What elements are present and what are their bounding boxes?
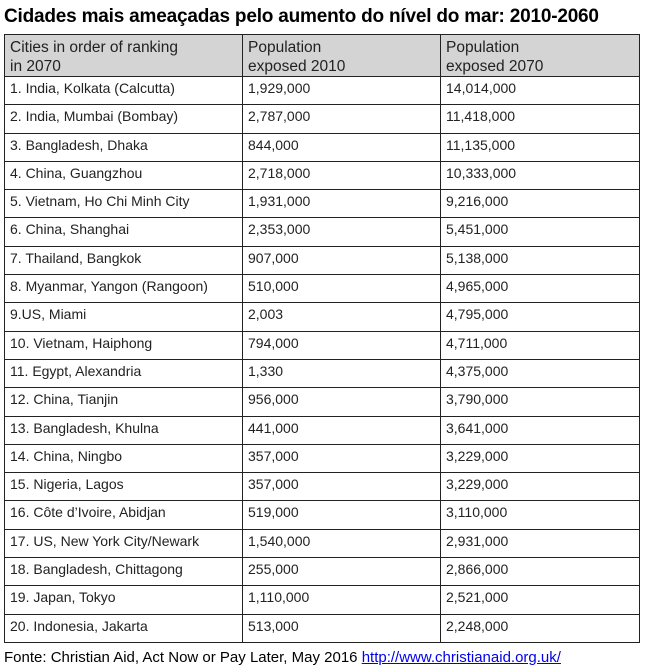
cell-population-2070: 5,138,000 [441,246,640,274]
cell-population-2010: 907,000 [243,246,441,274]
cell-city: 17. US, New York City/Newark [5,529,243,557]
header-line: Population [446,39,520,56]
cell-population-2070: 3,229,000 [441,473,640,501]
cell-population-2070: 3,229,000 [441,444,640,472]
cell-population-2070: 14,014,000 [441,77,640,105]
cell-population-2010: 956,000 [243,388,441,416]
cell-city: 1. India, Kolkata (Calcutta) [5,77,243,105]
cell-city: 18. Bangladesh, Chittagong [5,558,243,586]
cell-population-2070: 4,375,000 [441,359,640,387]
cell-city: 16. Côte d’Ivoire, Abidjan [5,501,243,529]
source-note [4,649,561,666]
header-line: exposed 2010 [248,58,346,75]
cell-city: 3. Bangladesh, Dhaka [5,133,243,161]
cell-city: 12. China, Tianjin [5,388,243,416]
cell-population-2010: 2,003 [243,303,441,331]
table-row [5,529,640,557]
table-row [5,218,640,246]
cell-city: 9.US, Miami [5,303,243,331]
cell-city: 11. Egypt, Alexandria [5,359,243,387]
cell-city: 14. China, Ningbo [5,444,243,472]
table-row [5,105,640,133]
cell-city: 20. Indonesia, Jakarta [5,614,243,642]
cell-city: 6. China, Shanghai [5,218,243,246]
cell-population-2010: 513,000 [243,614,441,642]
header-line: in 2070 [10,58,61,75]
cell-population-2010: 510,000 [243,275,441,303]
cell-city: 5. Vietnam, Ho Chi Minh City [5,190,243,218]
cell-population-2010: 2,787,000 [243,105,441,133]
cell-city: 19. Japan, Tokyo [5,586,243,614]
table-row [5,359,640,387]
table-row [5,133,640,161]
header-line: exposed 2070 [446,58,544,75]
cell-population-2010: 441,000 [243,416,441,444]
cell-population-2010: 1,110,000 [243,586,441,614]
cell-population-2010: 794,000 [243,331,441,359]
cell-population-2010: 1,540,000 [243,529,441,557]
cell-city: 4. China, Guangzhou [5,161,243,189]
cell-city: 8. Myanmar, Yangon (Rangoon) [5,275,243,303]
cities-table [4,34,640,643]
table-row [5,331,640,359]
cell-population-2010: 1,929,000 [243,77,441,105]
table-row [5,161,640,189]
table-row [5,303,640,331]
table-header-row [5,35,640,77]
table-row [5,190,640,218]
header-cities [5,35,243,77]
cell-population-2070: 2,931,000 [441,529,640,557]
table-row [5,614,640,642]
cell-city: 15. Nigeria, Lagos [5,473,243,501]
cell-population-2070: 11,418,000 [441,105,640,133]
cell-population-2070: 5,451,000 [441,218,640,246]
cell-city: 7. Thailand, Bangkok [5,246,243,274]
cell-population-2010: 2,718,000 [243,161,441,189]
table-row [5,473,640,501]
cell-population-2070: 10,333,000 [441,161,640,189]
source-text: Fonte: Christian Aid, Act Now or Pay Later, May 2016 [4,649,362,666]
cell-population-2070: 11,135,000 [441,133,640,161]
header-population-2010 [243,35,441,77]
table-row [5,388,640,416]
cell-city: 10. Vietnam, Haiphong [5,331,243,359]
cell-population-2010: 519,000 [243,501,441,529]
cell-population-2070: 2,521,000 [441,586,640,614]
page-title: Cidades mais ameaçadas pelo aumento do nível do mar: 2010-2060 [4,6,599,27]
cell-population-2010: 357,000 [243,444,441,472]
table-row [5,275,640,303]
cell-population-2070: 3,641,000 [441,416,640,444]
cell-population-2070: 4,711,000 [441,331,640,359]
cell-population-2070: 4,965,000 [441,275,640,303]
table-body [5,77,640,643]
cell-population-2070: 3,790,000 [441,388,640,416]
table-row [5,558,640,586]
cell-population-2070: 9,216,000 [441,190,640,218]
table-row [5,246,640,274]
header-line: Population [248,39,322,56]
cell-city: 2. India, Mumbai (Bombay) [5,105,243,133]
table-row [5,501,640,529]
cell-population-2070: 2,866,000 [441,558,640,586]
header-population-2070 [441,35,640,77]
cell-population-2010: 844,000 [243,133,441,161]
cell-population-2010: 357,000 [243,473,441,501]
cell-population-2010: 2,353,000 [243,218,441,246]
table-row [5,444,640,472]
table-row [5,416,640,444]
source-link[interactable]: http://www.christianaid.org.uk/ [361,649,561,666]
cell-population-2070: 3,110,000 [441,501,640,529]
cell-population-2010: 255,000 [243,558,441,586]
table-row [5,77,640,105]
table-row [5,586,640,614]
cell-city: 13. Bangladesh, Khulna [5,416,243,444]
header-line: Cities in order of ranking [10,39,178,56]
cell-population-2010: 1,330 [243,359,441,387]
cell-population-2070: 2,248,000 [441,614,640,642]
cell-population-2010: 1,931,000 [243,190,441,218]
cell-population-2070: 4,795,000 [441,303,640,331]
